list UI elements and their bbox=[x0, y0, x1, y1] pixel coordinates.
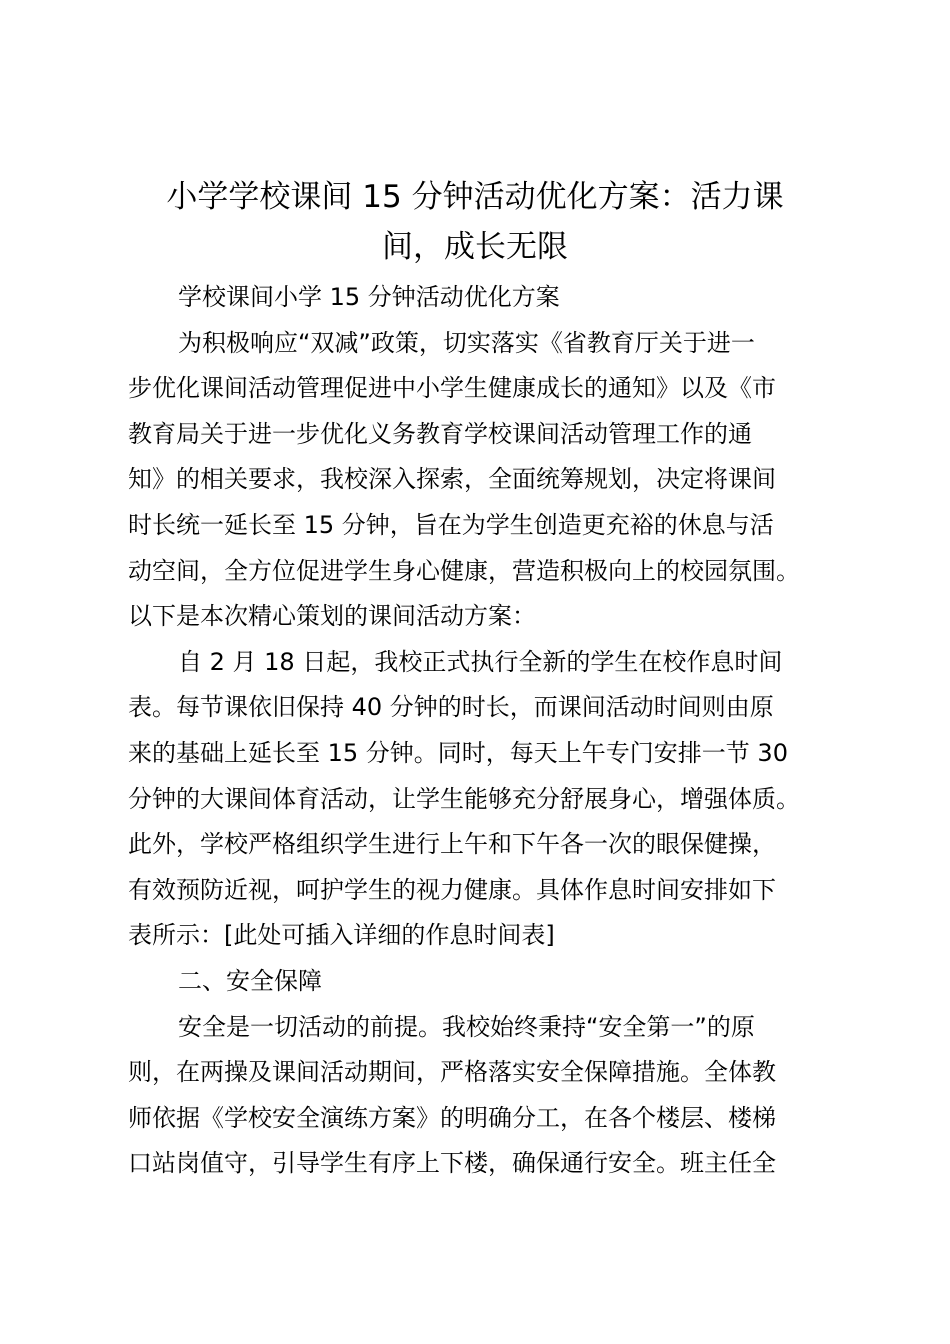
text-line: 以下是本次精心策划的课间活动方案： bbox=[128, 602, 536, 631]
text-line: 则，在两操及课间活动期间，严格落实安全保障措施。全体教 bbox=[128, 1058, 776, 1087]
text-line: 有效预防近视，呵护学生的视力健康。具体作息时间安排如下 bbox=[128, 875, 776, 904]
text-line: 为积极响应“双减”政策，切实落实《省教育厅关于进一 bbox=[178, 328, 755, 357]
text-line: 分钟的大课间体育活动，让学生能够充分舒展身心，增强体质。 bbox=[128, 784, 800, 813]
safety-paragraph bbox=[128, 1005, 848, 1187]
text-line: 师依据《学校安全演练方案》的明确分工，在各个楼层、楼梯 bbox=[128, 1103, 776, 1132]
title-line: 间，成长无限 bbox=[382, 229, 568, 265]
text-line: 二、安全保障 bbox=[178, 966, 322, 995]
text-line: 时长统一延长至 15 分钟，旨在为学生创造更充裕的休息与活 bbox=[128, 510, 774, 539]
text-line: 教育局关于进一步优化义务教育学校课间活动管理工作的通 bbox=[128, 419, 752, 448]
subtitle-paragraph bbox=[128, 275, 848, 321]
intro-paragraph bbox=[128, 321, 848, 640]
text-line: 步优化课间活动管理促进中小学生健康成长的通知》以及《市 bbox=[128, 374, 776, 403]
document-title bbox=[110, 172, 840, 272]
text-line: 动空间，全方位促进学生身心健康，营造积极向上的校园氛围。 bbox=[128, 556, 800, 585]
text-line: 表。每节课依旧保持 40 分钟的时长，而课间活动时间则由原 bbox=[128, 693, 774, 722]
text-line: 自 2 月 18 日起，我校正式执行全新的学生在校作息时间 bbox=[178, 647, 783, 676]
section-heading bbox=[128, 959, 848, 1005]
text-line: 学校课间小学 15 分钟活动优化方案 bbox=[178, 283, 560, 311]
text-line: 知》的相关要求，我校深入探索，全面统筹规划，决定将课间 bbox=[128, 465, 776, 494]
title-line: 小学学校课间 15 分钟活动优化方案：活力课 bbox=[166, 179, 784, 215]
text-line: 来的基础上延长至 15 分钟。同时，每天上午专门安排一节 30 bbox=[128, 738, 788, 767]
schedule-paragraph bbox=[128, 640, 848, 959]
text-line: 口站岗值守，引导学生有序上下楼，确保通行安全。班主任全 bbox=[128, 1149, 776, 1178]
text-line: 此外，学校严格组织学生进行上午和下午各一次的眼保健操， bbox=[128, 830, 776, 859]
text-line: 安全是一切活动的前提。我校始终秉持“安全第一”的原 bbox=[178, 1012, 755, 1041]
text-line: 表所示：[此处可插入详细的作息时间表] bbox=[128, 921, 555, 950]
document-body bbox=[128, 275, 848, 1187]
